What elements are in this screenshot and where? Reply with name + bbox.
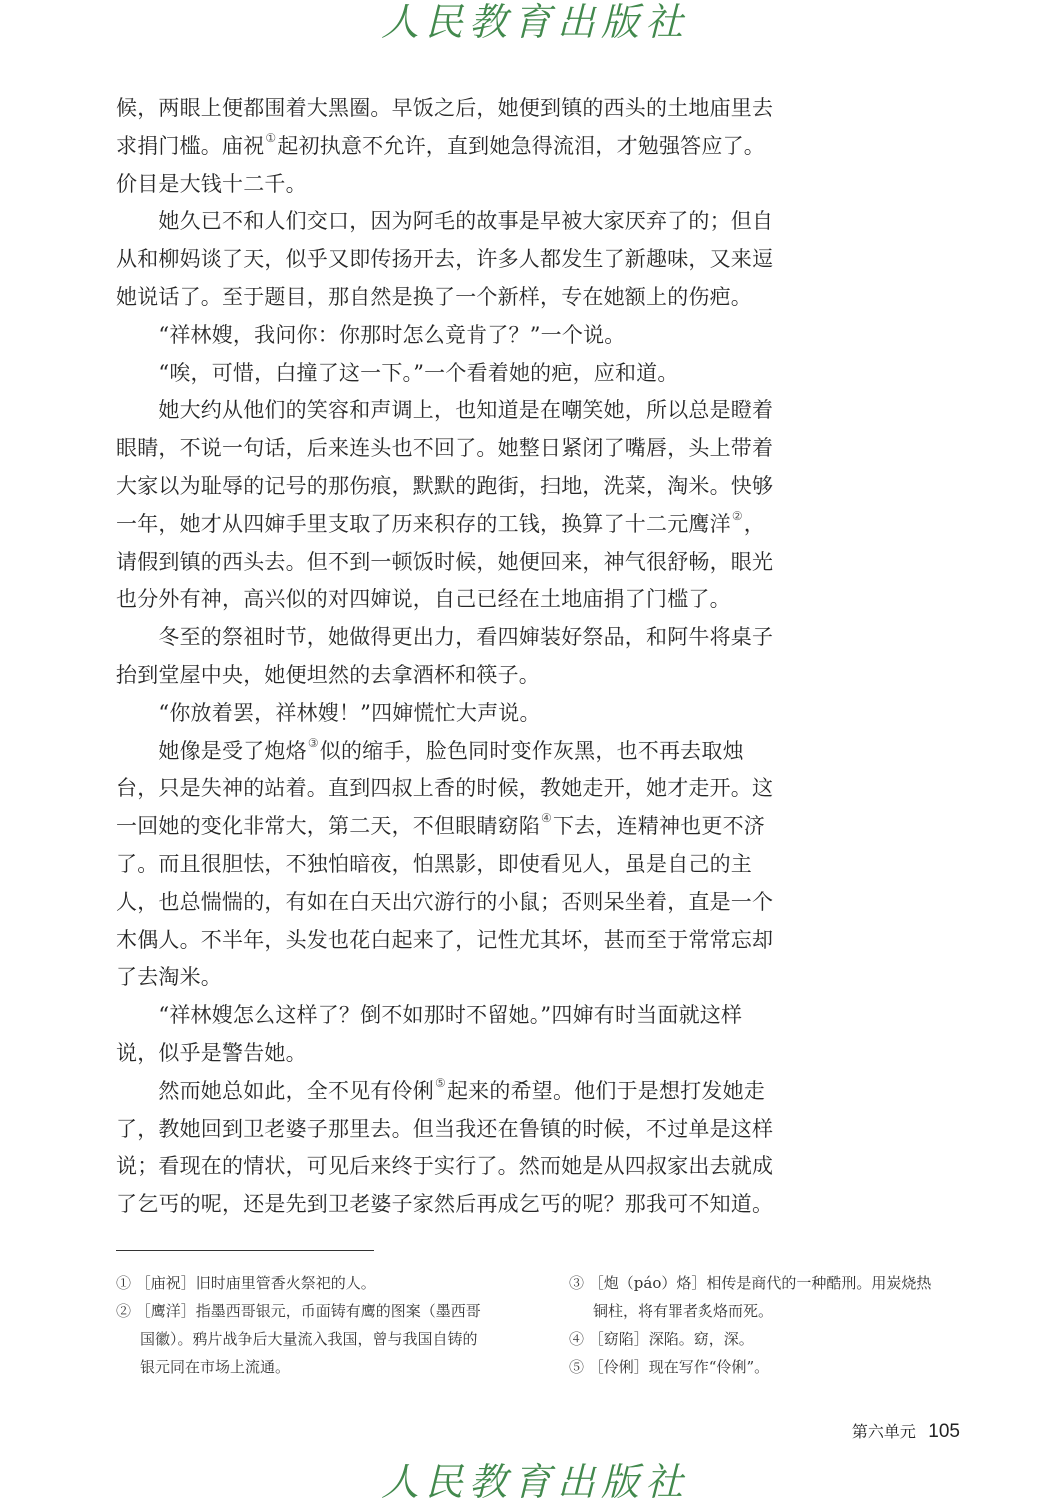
text-segment: 请假到镇的西头去。但不到一顿饭时候，她便回来，神气很舒畅，眼光 — [116, 549, 774, 574]
text-line — [116, 1186, 790, 1224]
text-line — [116, 770, 790, 808]
text-segment: 也分外有神，高兴似的对四婶说，自己已经在土地庙捐了门槛了。 — [116, 587, 731, 612]
publisher-watermark-top: 人民教育出版社 — [380, 0, 689, 44]
text-segment: 价目是大钱十二千。 — [116, 171, 307, 196]
text-segment: 了。而且很胆怯，不独怕暗夜，怕黑影，即使看见人，虽是自己的主 — [116, 851, 752, 876]
text-line — [116, 392, 790, 430]
text-line — [116, 1148, 790, 1186]
text-segment: 她说话了。至于题目，那自然是换了一个新样，专在她额上的伤疤。 — [116, 284, 752, 309]
text-segment: 她久已不和人们交口，因为阿毛的故事是早被大家厌弃了的；但自 — [116, 209, 774, 234]
text-segment: “唉，可惜，白撞了这一下。”一个看着她的疤，应和道。 — [116, 360, 679, 385]
text-segment: “祥林嫂，我问你：你那时怎么竟肯了？”一个说。 — [116, 322, 626, 347]
text-segment: 然而她总如此，全不见有伶俐 — [116, 1078, 434, 1103]
text-line — [116, 430, 790, 468]
text-line — [116, 241, 790, 279]
footnotes-right — [569, 1269, 989, 1381]
text-line — [116, 657, 790, 695]
text-segment: 一回她的变化非常大，第二天，不但眼睛窈陷 — [116, 814, 540, 839]
text-segment: 木偶人。不半年，头发也花白起来了，记性尤其坏，甚而至于常常忘却 — [116, 927, 774, 952]
footnote-2-cont: 银元同在市场上流通。 — [140, 1358, 291, 1376]
text-segment: 从和柳妈谈了天，似乎又即传扬开去，许多人都发生了新趣味，又来逗 — [116, 247, 774, 272]
text-segment: 求捐门槛。庙祝 — [116, 133, 265, 158]
text-line — [116, 355, 790, 393]
text-line — [116, 128, 790, 166]
footnotes-left — [116, 1269, 536, 1381]
footnote-2-cont: 国徽）。鸦片战争后大量流入我国，曾与我国自铸的 — [140, 1330, 478, 1348]
text-line — [116, 884, 790, 922]
text-line — [116, 808, 790, 846]
text-line — [116, 997, 790, 1035]
footnote-1: ① ［庙祝］旧时庙里管香火祭祀的人。 — [116, 1274, 376, 1292]
text-line — [116, 90, 790, 128]
footnote-ref: ⑤ — [435, 1075, 446, 1090]
text-line — [116, 733, 790, 771]
text-segment: 起来的希望。他们于是想打发她走 — [446, 1078, 765, 1103]
text-line — [116, 846, 790, 884]
footnote-ref: ① — [265, 130, 277, 145]
text-segment: 抬到堂屋中央，她便坦然的去拿酒杯和筷子。 — [116, 662, 540, 687]
footnote-5: ⑤ ［伶俐］现在写作“伶俐”。 — [569, 1358, 770, 1376]
text-line — [116, 506, 790, 544]
text-segment: 候，两眼上便都围着大黑圈。早饭之后，她便到镇的西头的土地庙里去 — [116, 96, 774, 120]
text-segment: 了乞丐的呢，还是先到卫老婆子家然后再成乞丐的呢？那我可不知道。 — [116, 1192, 774, 1217]
text-segment: “你放着罢，祥林嫂！”四婶慌忙大声说。 — [116, 700, 541, 725]
text-line — [116, 317, 790, 355]
text-segment: 起初执意不允许，直到她急得流泪，才勉强答应了。 — [277, 133, 765, 158]
text-segment: 大家以为耻辱的记号的那伤痕，默默的跑街，扫地，洗菜，淘米。快够 — [116, 473, 774, 498]
text-line — [116, 922, 790, 960]
publisher-watermark-bottom: 人民教育出版社 — [380, 1460, 689, 1504]
footnote-ref: ④ — [541, 811, 552, 826]
text-line — [116, 1073, 790, 1111]
text-line — [116, 203, 790, 241]
text-line — [116, 581, 790, 619]
footnote-ref: ③ — [307, 735, 319, 750]
text-line — [116, 279, 790, 317]
text-line — [116, 619, 790, 657]
text-segment: 眼睛，不说一句话，后来连头也不回了。她整日紧闭了嘴唇，头上带着 — [116, 436, 774, 461]
text-segment: 了，教她回到卫老婆子那里去。但当我还在鲁镇的时候，不过单是这样 — [116, 1116, 774, 1141]
text-line — [116, 468, 790, 506]
text-segment: 下去，连精神也更不济 — [552, 814, 765, 839]
text-line — [116, 959, 790, 997]
text-segment: ， — [743, 511, 765, 536]
footnote-2: ② ［鹰洋］指墨西哥银元，币面铸有鹰的图案（墨西哥 — [116, 1302, 481, 1320]
text-segment: 冬至的祭祖时节，她做得更出力，看四婶装好祭品，和阿牛将桌子 — [116, 625, 774, 650]
footnote-4: ④ ［窈陷］深陷。窈，深。 — [569, 1330, 754, 1348]
text-segment: 一年，她才从四婶手里支取了历来积存的工钱，换算了十二元鹰洋 — [116, 511, 731, 536]
footnote-3-cont: 铜柱，将有罪者炙烙而死。 — [593, 1302, 774, 1320]
text-segment: 说；看现在的情状，可见后来终于实行了。然而她是从四叔家出去就成 — [116, 1154, 774, 1179]
text-line — [116, 695, 790, 733]
footnote-ref: ② — [731, 508, 743, 523]
text-line — [116, 1111, 790, 1149]
main-text — [116, 90, 790, 1224]
text-segment: 她像是受了炮烙 — [116, 738, 307, 763]
text-line — [116, 166, 790, 204]
footnote-3: ③ ［炮（páo）烙］相传是商代的一种酷刑。用炭烧热 — [569, 1274, 932, 1292]
page-number: 105 — [928, 1421, 960, 1442]
text-segment: 似的缩手，脸色同时变作灰黑，也不再去取烛 — [319, 738, 744, 763]
page-footer — [852, 1418, 960, 1446]
text-segment: 了去淘米。 — [116, 965, 222, 990]
text-line — [116, 1035, 790, 1073]
text-segment: 台，只是失神的站着。直到四叔上香的时候，教她走开，她才走开。这 — [116, 776, 774, 801]
text-segment: 说，似乎是警告她。 — [116, 1040, 307, 1065]
text-segment: 人，也总惴惴的，有如在白天出穴游行的小鼠；否则呆坐着，直是一个 — [116, 889, 774, 914]
footnote-divider — [116, 1250, 374, 1251]
text-segment: “祥林嫂怎么这样了？倒不如那时不留她。”四婶有时当面就这样 — [116, 1003, 743, 1028]
text-line — [116, 544, 790, 582]
unit-label: 第六单元 — [851, 1424, 916, 1441]
text-segment: 她大约从他们的笑容和声调上，也知道是在嘲笑她，所以总是瞪着 — [116, 398, 774, 423]
